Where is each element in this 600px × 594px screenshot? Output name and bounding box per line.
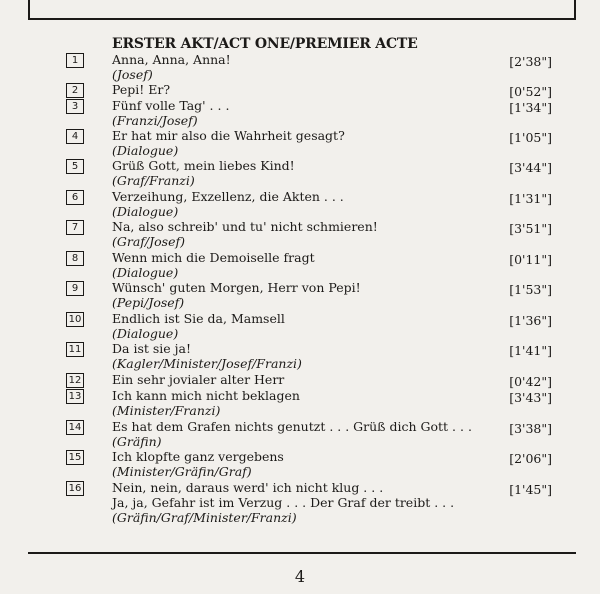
track-roles: (Franzi/Josef) [112, 113, 198, 128]
track-roles: (Kagler/Minister/Josef/Franzi) [112, 356, 302, 371]
track-title-line: Fünf volle Tag' . . . [112, 98, 230, 113]
track-duration: [0'52"] [509, 84, 552, 99]
track-title-line: Endlich ist Sie da, Mamsell [112, 311, 285, 326]
track-title-line: Ja, ja, Gefahr ist im Verzug . . . Der Graf der treibt . . . [112, 495, 455, 510]
track-title-line: Ein sehr jovialer alter Herr [112, 372, 285, 387]
track-roles: (Dialogue) [112, 326, 179, 341]
track-duration: [0'11"] [509, 252, 552, 267]
track-text [112, 250, 482, 280]
track-duration: [3'38"] [509, 421, 552, 436]
track-number-box: 4 [66, 129, 84, 144]
track-number-box: 3 [66, 99, 84, 114]
track-title-line: Ich klopfte ganz vergebens [112, 449, 284, 464]
track-title-line: Es hat dem Grafen nichts genutzt . . . Grüß dich Gott . . . [112, 419, 472, 434]
track-number-box: 16 [66, 481, 84, 496]
track-number-box: 10 [66, 312, 84, 327]
act-heading: ERSTER AKT/ACT ONE/PREMIER ACTE [112, 36, 418, 52]
track-text [112, 372, 482, 387]
track-number-box: 9 [66, 281, 84, 296]
track-roles: (Gräfin) [112, 434, 162, 449]
track-title-line: Anna, Anna, Anna! [112, 52, 231, 67]
track-title-line: Verzeihung, Exzellenz, die Akten . . . [112, 189, 344, 204]
track-title-line: Nein, nein, daraus werd' ich nicht klug . . . [112, 480, 384, 495]
track-number-box: 15 [66, 450, 84, 465]
track-text [112, 419, 482, 449]
track-title-line: Pepi! Er? [112, 82, 171, 97]
track-title-line: Grüß Gott, mein liebes Kind! [112, 158, 295, 173]
frame-left-edge [28, 0, 30, 20]
track-text [112, 82, 482, 97]
track-roles: (Minister/Gräfin/Graf) [112, 464, 252, 479]
track-duration: [3'51"] [509, 221, 552, 236]
track-roles: (Graf/Franzi) [112, 173, 195, 188]
track-number-box: 12 [66, 373, 84, 388]
track-title-line: Wenn mich die Demoiselle fragt [112, 250, 315, 265]
track-duration: [0'42"] [509, 374, 552, 389]
page-number: 4 [294, 567, 306, 586]
track-duration: [1'34"] [509, 100, 552, 115]
track-duration: [3'43"] [509, 390, 552, 405]
track-duration: [1'31"] [509, 191, 552, 206]
track-roles: (Minister/Franzi) [112, 403, 221, 418]
track-duration: [1'45"] [509, 482, 552, 497]
track-title-line: Er hat mir also die Wahrheit gesagt? [112, 128, 345, 143]
track-number-box: 8 [66, 251, 84, 266]
track-text [112, 189, 482, 219]
track-duration: [2'38"] [509, 54, 552, 69]
track-number-box: 7 [66, 220, 84, 235]
top-rule [28, 18, 576, 20]
track-text [112, 449, 482, 479]
track-number-box: 6 [66, 190, 84, 205]
track-text [112, 128, 482, 158]
track-text [112, 219, 482, 249]
track-duration: [3'44"] [509, 160, 552, 175]
track-number-box: 14 [66, 420, 84, 435]
track-text [112, 311, 482, 341]
track-roles: (Dialogue) [112, 143, 179, 158]
track-text [112, 388, 482, 418]
track-text [112, 280, 482, 310]
track-roles: (Dialogue) [112, 204, 179, 219]
track-duration: [2'06"] [509, 451, 552, 466]
track-roles: (Gräfin/Graf/Minister/Franzi) [112, 510, 297, 525]
track-title-line: Da ist sie ja! [112, 341, 191, 356]
track-text [112, 52, 482, 82]
track-text [112, 480, 482, 525]
track-text [112, 98, 482, 128]
track-title-line: Na, also schreib' und tu' nicht schmieren! [112, 219, 378, 234]
track-number-box: 2 [66, 83, 84, 98]
track-text [112, 341, 482, 371]
track-number-box: 1 [66, 53, 84, 68]
track-roles: (Josef) [112, 67, 153, 82]
track-roles: (Dialogue) [112, 265, 179, 280]
track-title-line: Wünsch' guten Morgen, Herr von Pepi! [112, 280, 361, 295]
track-roles: (Pepi/Josef) [112, 295, 185, 310]
track-number-box: 11 [66, 342, 84, 357]
track-number-box: 5 [66, 159, 84, 174]
bottom-rule [28, 552, 576, 554]
track-roles: (Graf/Josef) [112, 234, 185, 249]
track-text [112, 158, 482, 188]
track-duration: [1'36"] [509, 313, 552, 328]
track-duration: [1'05"] [509, 130, 552, 145]
frame-right-edge [574, 0, 576, 20]
track-number-box: 13 [66, 389, 84, 404]
track-duration: [1'41"] [509, 343, 552, 358]
track-title-line: Ich kann mich nicht beklagen [112, 388, 300, 403]
track-duration: [1'53"] [509, 282, 552, 297]
